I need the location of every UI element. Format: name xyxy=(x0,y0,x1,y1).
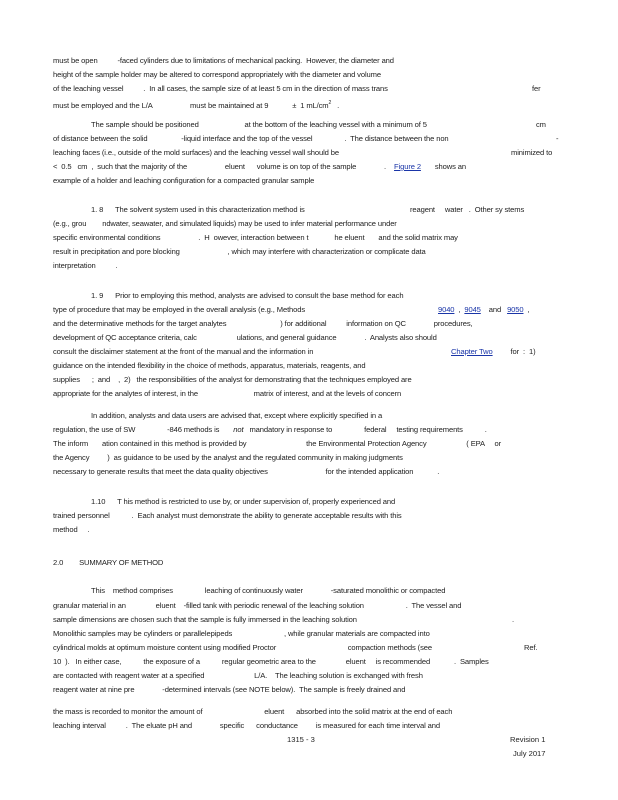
text-line: fer xyxy=(532,84,541,93)
text-line: Chapter Two for : 1) xyxy=(451,347,536,356)
chapter-two-link[interactable]: Chapter Two xyxy=(451,347,493,356)
figure-2-link[interactable]: Figure 2 xyxy=(394,162,421,171)
text-line: the mass is recorded to monitor the amount of eluent absorbed into the solid matrix at the end of each xyxy=(53,707,453,716)
text-line: leaching faces (i.e., outside of the mold surfaces) and the leaching vessel wall should be xyxy=(53,148,339,157)
revision-date: July 2017 xyxy=(513,749,546,758)
method-9040-link[interactable]: 9040 xyxy=(438,305,455,314)
text-line: cylindrical molds at optimum moisture content using modified Proctor compaction methods (see xyxy=(53,643,432,652)
page-number: 1315 - 3 xyxy=(287,735,315,744)
text-line: development of QC acceptance criteria, calc ulations, and general guidance . Analysts also should xyxy=(53,333,437,342)
text-line: specific environmental conditions . H owever, interaction between t he eluent and the solid matrix may xyxy=(53,233,458,242)
text-line: (e.g., grou ndwater, seawater, and simulated liquids) may be used to infer material performance under xyxy=(53,219,397,228)
text-line: method . xyxy=(53,525,90,534)
text-line: necessary to generate results that meet the data quality objectives for the intended application . xyxy=(53,467,440,476)
text-line: 9040 , 9045 and 9050 , xyxy=(438,305,530,314)
text-line: and the determinative methods for the target analytes ) for additional information on QC procedures, xyxy=(53,319,473,328)
revision-label: Revision 1 xyxy=(510,735,546,744)
text-line: must be employed and the L/A must be maintained at 9 ± 1 $mL/cm^2$ . xyxy=(53,100,340,110)
text-line: granular material in an eluent -filled tank with periodic renewal of the leaching solution . The vessel and xyxy=(53,601,462,610)
text-line: reagent water . Other sy stems xyxy=(410,205,525,214)
text-line: . xyxy=(512,615,514,624)
text-line: trained personnel . Each analyst must demonstrate the ability to generate acceptable results with this xyxy=(53,511,402,520)
text-line: example of a holder and leaching configuration for a compacted granular sample xyxy=(53,176,315,185)
text-line: regulation, the use of SW -846 methods is not mandatory in response to federal testing requirements . xyxy=(53,425,487,434)
text-line: sample dimensions are chosen such that the sample is fully immersed in the leaching solution xyxy=(53,615,357,624)
text-line: height of the sample holder may be altered to correspond appropriately with the diameter and volume xyxy=(53,70,381,79)
text-line: cm xyxy=(536,120,546,129)
text-line: the Agency ) as guidance to be used by the analyst and the regulated community in making judgments xyxy=(53,453,403,462)
section-heading: 2.0 SUMMARY OF METHOD xyxy=(53,558,164,567)
text-line: consult the disclaimer statement at the front of the manual and the information in xyxy=(53,347,314,356)
text-line: are contacted with reagent water at a specified L/A. The leaching solution is exchanged with fresh xyxy=(53,671,423,680)
text-line: 10 ). In either case, the exposure of a regular geometric area to the eluent is recommended . Samples xyxy=(53,657,489,666)
text-line: In addition, analysts and data users are advised that, except where explicitly specified in a xyxy=(91,411,383,420)
text-line: The sample should be positioned at the bottom of the leaching vessel with a minimum of 5 xyxy=(91,120,427,129)
text-line: < 0.5 cm , such that the majority of the eluent volume is on top of the sample . Figure 2 shows an xyxy=(53,162,466,171)
text-line: This method comprises leaching of continuously water -saturated monolithic or compacted xyxy=(91,586,446,595)
text-line: appropriate for the analytes of interest, in the matrix of interest, and at the levels of concern xyxy=(53,389,402,398)
text-line: supplies ; and , 2) the responsibilities of the analyst for demonstrating that the techniques employed are xyxy=(53,375,412,384)
text-line: The inform ation contained in this method is provided by the Environmental Protection Agency ( EPA or xyxy=(53,439,502,448)
text-line: of the leaching vessel . In all cases, the sample size of at least 5 cm in the direction of mass trans xyxy=(53,84,388,93)
text-line: Monolithic samples may be cylinders or parallelepipeds , while granular materials are compacted into xyxy=(53,629,430,638)
text-line: result in precipitation and pore blocking , which may interfere with characterization or complicate data xyxy=(53,247,426,256)
text-line: 1.10 T his method is restricted to use by, or under supervision of, properly experienced and xyxy=(91,497,396,506)
method-9050-link[interactable]: 9050 xyxy=(507,305,524,314)
text-line: minimized to xyxy=(511,148,553,157)
text-line: interpretation . xyxy=(53,261,118,270)
method-9045-link[interactable]: 9045 xyxy=(464,305,481,314)
text-line: guidance on the intended flexibility in the choice of methods, apparatus, materials, reagents, and xyxy=(53,361,366,370)
text-line: 1. 9 Prior to employing this method, analysts are advised to consult the base method for each xyxy=(91,291,404,300)
text-line: must be open -faced cylinders due to limitations of mechanical packing. However, the diameter and xyxy=(53,56,394,65)
text-line: reagent water at nine pre -determined intervals (see NOTE below). The sample is freely drained and xyxy=(53,685,406,694)
text-line: - xyxy=(556,134,559,143)
superscript: 2 xyxy=(328,100,332,106)
text-line: type of procedure that may be employed in the overall analysis (e.g., Methods xyxy=(53,305,306,314)
emphasis: not xyxy=(233,425,244,434)
text-line: 1. 8 The solvent system used in this characterization method is xyxy=(91,205,305,214)
text-line: of distance between the solid -liquid interface and the top of the vessel . The distance between the non xyxy=(53,134,449,143)
text-line: Ref. xyxy=(524,643,538,652)
text-line: leaching interval . The eluate pH and specific conductance is measured for each time interval and xyxy=(53,721,440,730)
